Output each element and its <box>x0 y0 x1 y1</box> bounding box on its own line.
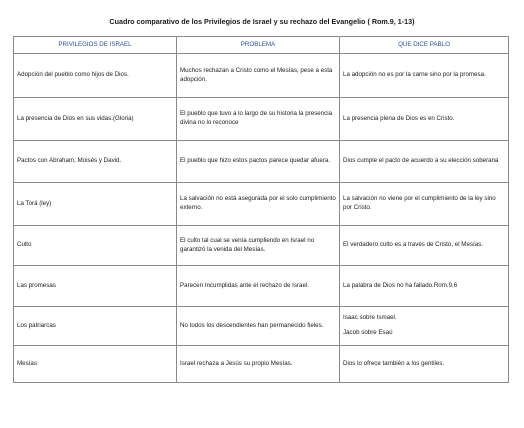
header-paul-says: QUE DICE PABLO <box>340 37 509 54</box>
paul-says-cell: La presencia plena de Dios es en Cristo. <box>340 98 509 141</box>
problem-cell: Parecen Incumplidas ante el rechazo de Israel. <box>177 266 340 307</box>
paul-says-cell <box>340 307 509 346</box>
header-problem: PROBLEMA <box>177 37 340 54</box>
privilege-cell: Culto <box>14 226 177 266</box>
paul-says-line: Isaac sobre Ismael. <box>343 314 397 322</box>
document-title: Cuadro comparativo de los Privilegios de Israel y su rechazo del Evangelio ( Rom.9, 1-13) <box>109 17 415 26</box>
privilege-cell: La presencia de Dios en sus vidas.(Gloria) <box>14 98 177 141</box>
privilege-cell: Mesías <box>14 346 177 383</box>
table-row <box>14 307 509 346</box>
paul-says-cell: El verdadero culto es a través de Cristo, el Mesías. <box>340 226 509 266</box>
problem-cell: La salvación no está asegurada por el solo cumplimiento externo. <box>177 183 340 226</box>
paul-says-cell: La palabra de Dios no ha fallado.Rom.9,6 <box>340 266 509 307</box>
table-row <box>14 266 509 307</box>
table-row <box>14 183 509 226</box>
header-privileges: PRIVILEGIOS DE ISRAEL <box>14 37 177 54</box>
problem-cell: Israel rechaza a Jesús su propio Mesías. <box>177 346 340 383</box>
paul-says-cell: Dios lo ofrece también a los gentiles. <box>340 346 509 383</box>
paul-says-cell: La salvación no viene por el cumplimiento de la ley sino por Cristo. <box>340 183 509 226</box>
table-row <box>14 141 509 183</box>
privilege-cell: Los patriarcas <box>14 307 177 346</box>
problem-cell: Muchos rechazan a Cristo como el Mesías, pese a esta adopción. <box>177 54 340 98</box>
paul-says-line: Jacob sobre Esaú <box>343 329 393 336</box>
privilege-cell: La Torá (ley) <box>14 183 177 226</box>
table-row <box>14 98 509 141</box>
privilege-cell: Pactos con Abraham, Moisés y David. <box>14 141 177 183</box>
privilege-cell: Adopción del pueblo como hijos de Dios. <box>14 54 177 98</box>
privilege-cell: Las promesas <box>14 266 177 307</box>
paul-says-cell: Dios cumple el pacto de acuerdo a su elección soberana <box>340 141 509 183</box>
paul-says-cell: La adopción no es por la carne sino por la promesa. <box>340 54 509 98</box>
problem-cell: El culto tal cual se venía cumpliendo en Israel no garantizó la venida del Mesías. <box>177 226 340 266</box>
problem-cell: No todos los descendientes han permanecido fieles. <box>177 307 340 346</box>
problem-cell: El pueblo que tuvo a lo largo de su historia la presencia divina no lo reconoce <box>177 98 340 141</box>
table-header-row <box>14 37 509 54</box>
table-row <box>14 226 509 266</box>
comparison-table <box>13 36 509 383</box>
table-row <box>14 54 509 98</box>
table-row <box>14 346 509 383</box>
problem-cell: El pueblo que hizo estos pactos parece quedar afuera. <box>177 141 340 183</box>
